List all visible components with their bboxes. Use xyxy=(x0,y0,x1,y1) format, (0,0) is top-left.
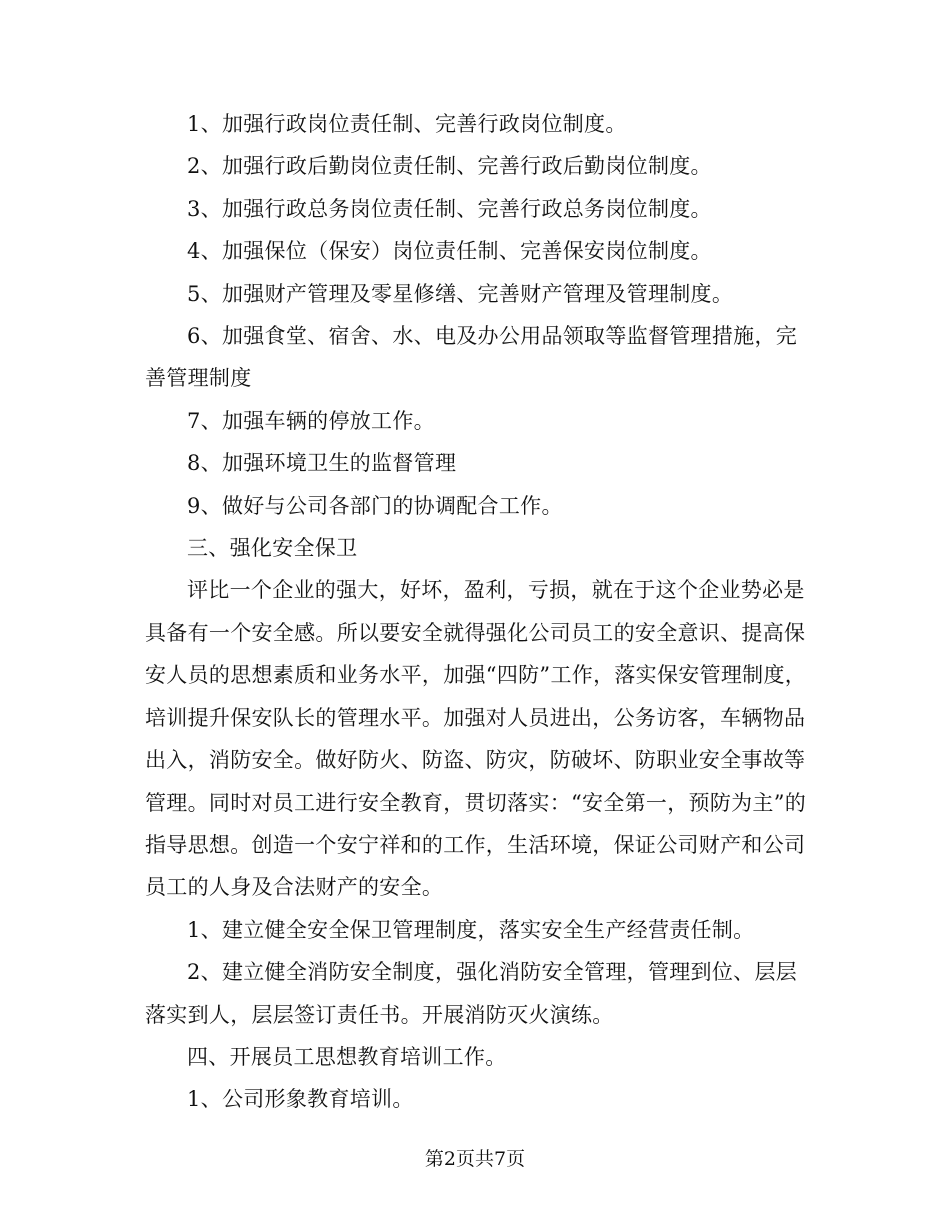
paragraph-item-7: 7、加强车辆的停放工作。 xyxy=(187,408,435,433)
paragraph-item-9: 9、做好与公司各部门的协调配合工作。 xyxy=(187,493,563,518)
paragraph-item-8: 8、加强环境卫生的监督管理 xyxy=(187,451,457,476)
paragraph-security-item-1: 1、建立健全安全保卫管理制度，落实安全生产经营责任制。 xyxy=(187,917,755,942)
paragraph-training-item-1: 1、公司形象教育培训。 xyxy=(187,1087,414,1112)
paragraph-item-5: 5、加强财产管理及零星修缮、完善财产管理及管理制度。 xyxy=(187,281,734,306)
section-heading-3: 三、强化安全保卫 xyxy=(187,536,358,561)
section-heading-4: 四、开展员工思想教育培训工作。 xyxy=(187,1044,507,1069)
paragraph-item-3: 3、加强行政总务岗位责任制、完善行政总务岗位制度。 xyxy=(187,196,712,221)
page-number-footer: 第2页共7页 xyxy=(424,1148,526,1170)
paragraph-item-4: 4、加强保位（保安）岗位责任制、完善保安岗位制度。 xyxy=(187,239,712,264)
paragraph-item-6: 6、加强食堂、宿舍、水、电及办公用品领取等监督管理措施，完善管理制度 xyxy=(145,324,798,391)
paragraph-security-body: 评比一个企业的强大，好坏，盈利，亏损，就在于这个企业势必是具备有一个安全感。所以要安全就得强化公司员工的安全意识、提高保安人员的思想素质和业务水平，加强“四防”工作，落实保安管理制度，培训提升保安队长的管理水平。加强对人员进出，公务访客，车辆物品出入，消防安全。做好防火、防盗、防灾，防破坏、防职业安全事故等管理。同时对员工进行安全教育，贯切落实：“安全第一，预防为主”的指导思想。创造一个安宁祥和的工作，生活环境，保证公司财产和公司员工的人身及合法财产的安全。 xyxy=(145,578,807,900)
body-text xyxy=(145,103,810,1121)
paragraph-item-1: 1、加强行政岗位责任制、完善行政岗位制度。 xyxy=(187,112,627,136)
paragraph-item-2: 2、加强行政后勤岗位责任制、完善行政后勤岗位制度。 xyxy=(187,154,712,179)
paragraph-security-item-2: 2、建立健全消防安全制度，强化消防安全管理，管理到位、层层落实到人，层层签订责任书。开展消防灭火演练。 xyxy=(145,960,798,1027)
